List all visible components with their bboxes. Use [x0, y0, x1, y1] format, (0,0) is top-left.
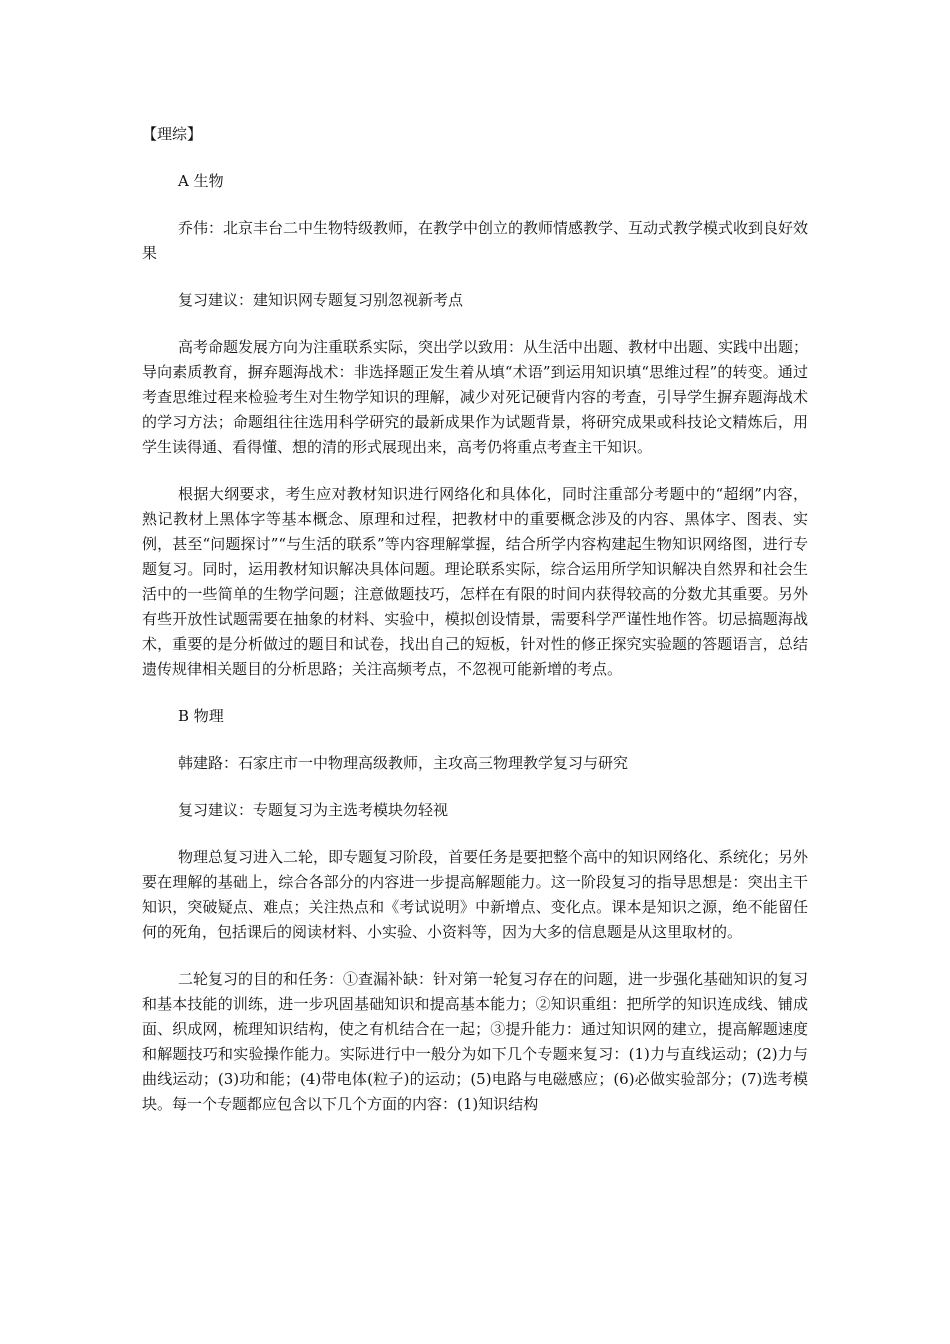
physics-advice-title: 复习建议：专题复习为主选考模块勿轻视	[178, 801, 449, 819]
biology-paragraph-1: 高考命题发展方向为注重联系实际，突出学以致用：从生活中出题、教材中出题、实践中出题；导向素质教育，摒弃题海战术：非选择题正发生着从填“术语”到运用知识填“思维过程”的转变。通过考查思维过程来检验考生对生物学知识的理解，减少对死记硬背内容的考查，引导学生摒弃题海战术的学习方法；命题组往往选用科学研究的最新成果作为试题背景，将研究成果或科技论文精炼后，用学生读得通、看得懂、想的清的形式展现出来，高考仍将重点考查主干知识。	[142, 338, 809, 456]
document-page	[142, 122, 808, 1139]
physics-paragraph-2: 二轮复习的目的和任务：①查漏补缺：针对第一轮复习存在的问题，进一步强化基础知识的复习和基本技能的训练，进一步巩固基础知识和提高基本能力；②知识重组：把所学的知识连成线、铺成面、织成网，梳理知识结构，使之有机结合在一起；③提升能力：通过知识网的建立，提高解题速度和解题技巧和实验操作能力。实际进行中一般分为如下几个专题来复习：(1)力与直线运动；(2)力与曲线运动；(3)功和能；(4)带电体(粒子)的运动；(5)电路与电磁感应；(6)必做实验部分；(7)选考模块。每一个专题都应包含以下几个方面的内容：(1)知识结构	[142, 970, 809, 1113]
biology-advice-title: 复习建议：建知识网专题复习别忽视新考点	[178, 291, 464, 309]
biology-teacher-intro: 乔伟：北京丰台二中生物特级教师，在教学中创立的教师情感教学、互动式教学模式收到良好效果	[142, 219, 809, 262]
section-title: 【理综】	[142, 125, 203, 143]
physics-heading: B 物理	[178, 707, 224, 725]
physics-paragraph-1: 物理总复习进入二轮，即专题复习阶段，首要任务是要把整个高中的知识网络化、系统化；另外要在理解的基础上，综合各部分的内容进一步提高解题能力。这一阶段复习的指导思想是：突出主干知识，突破疑点、难点；关注热点和《考试说明》中新增点、变化点。课本是知识之源，绝不能留任何的死角，包括课后的阅读材料、小实验、小资料等，因为大多的信息题是从这里取材的。	[142, 848, 809, 941]
biology-heading: A 生物	[178, 172, 224, 190]
biology-paragraph-2: 根据大纲要求，考生应对教材知识进行网络化和具体化，同时注重部分考题中的“超纲”内容，熟记教材上黑体字等基本概念、原理和过程，把教材中的重要概念涉及的内容、黑体字、图表、实例，甚至“问题探讨”“与生活的联系”等内容理解掌握，结合所学内容构建起生物知识网络图，进行专题复习。同时，运用教材知识解决具体问题。理论联系实际，综合运用所学知识解决自然界和社会生活中的一些简单的生物学问题；注意做题技巧，怎样在有限的时间内获得较高的分数尤其重要。另外有些开放性试题需要在抽象的材料、实验中，模拟创设情景，需要科学严谨性地作答。切忌搞题海战术，重要的是分析做过的题目和试卷，找出自己的短板，针对性的修正探究实验题的答题语言，总结遗传规律相关题目的分析思路；关注高频考点，不忽视可能新增的考点。	[142, 485, 808, 678]
physics-teacher-intro: 韩建路：石家庄市一中物理高级教师，主攻高三物理教学复习与研究	[178, 754, 629, 772]
